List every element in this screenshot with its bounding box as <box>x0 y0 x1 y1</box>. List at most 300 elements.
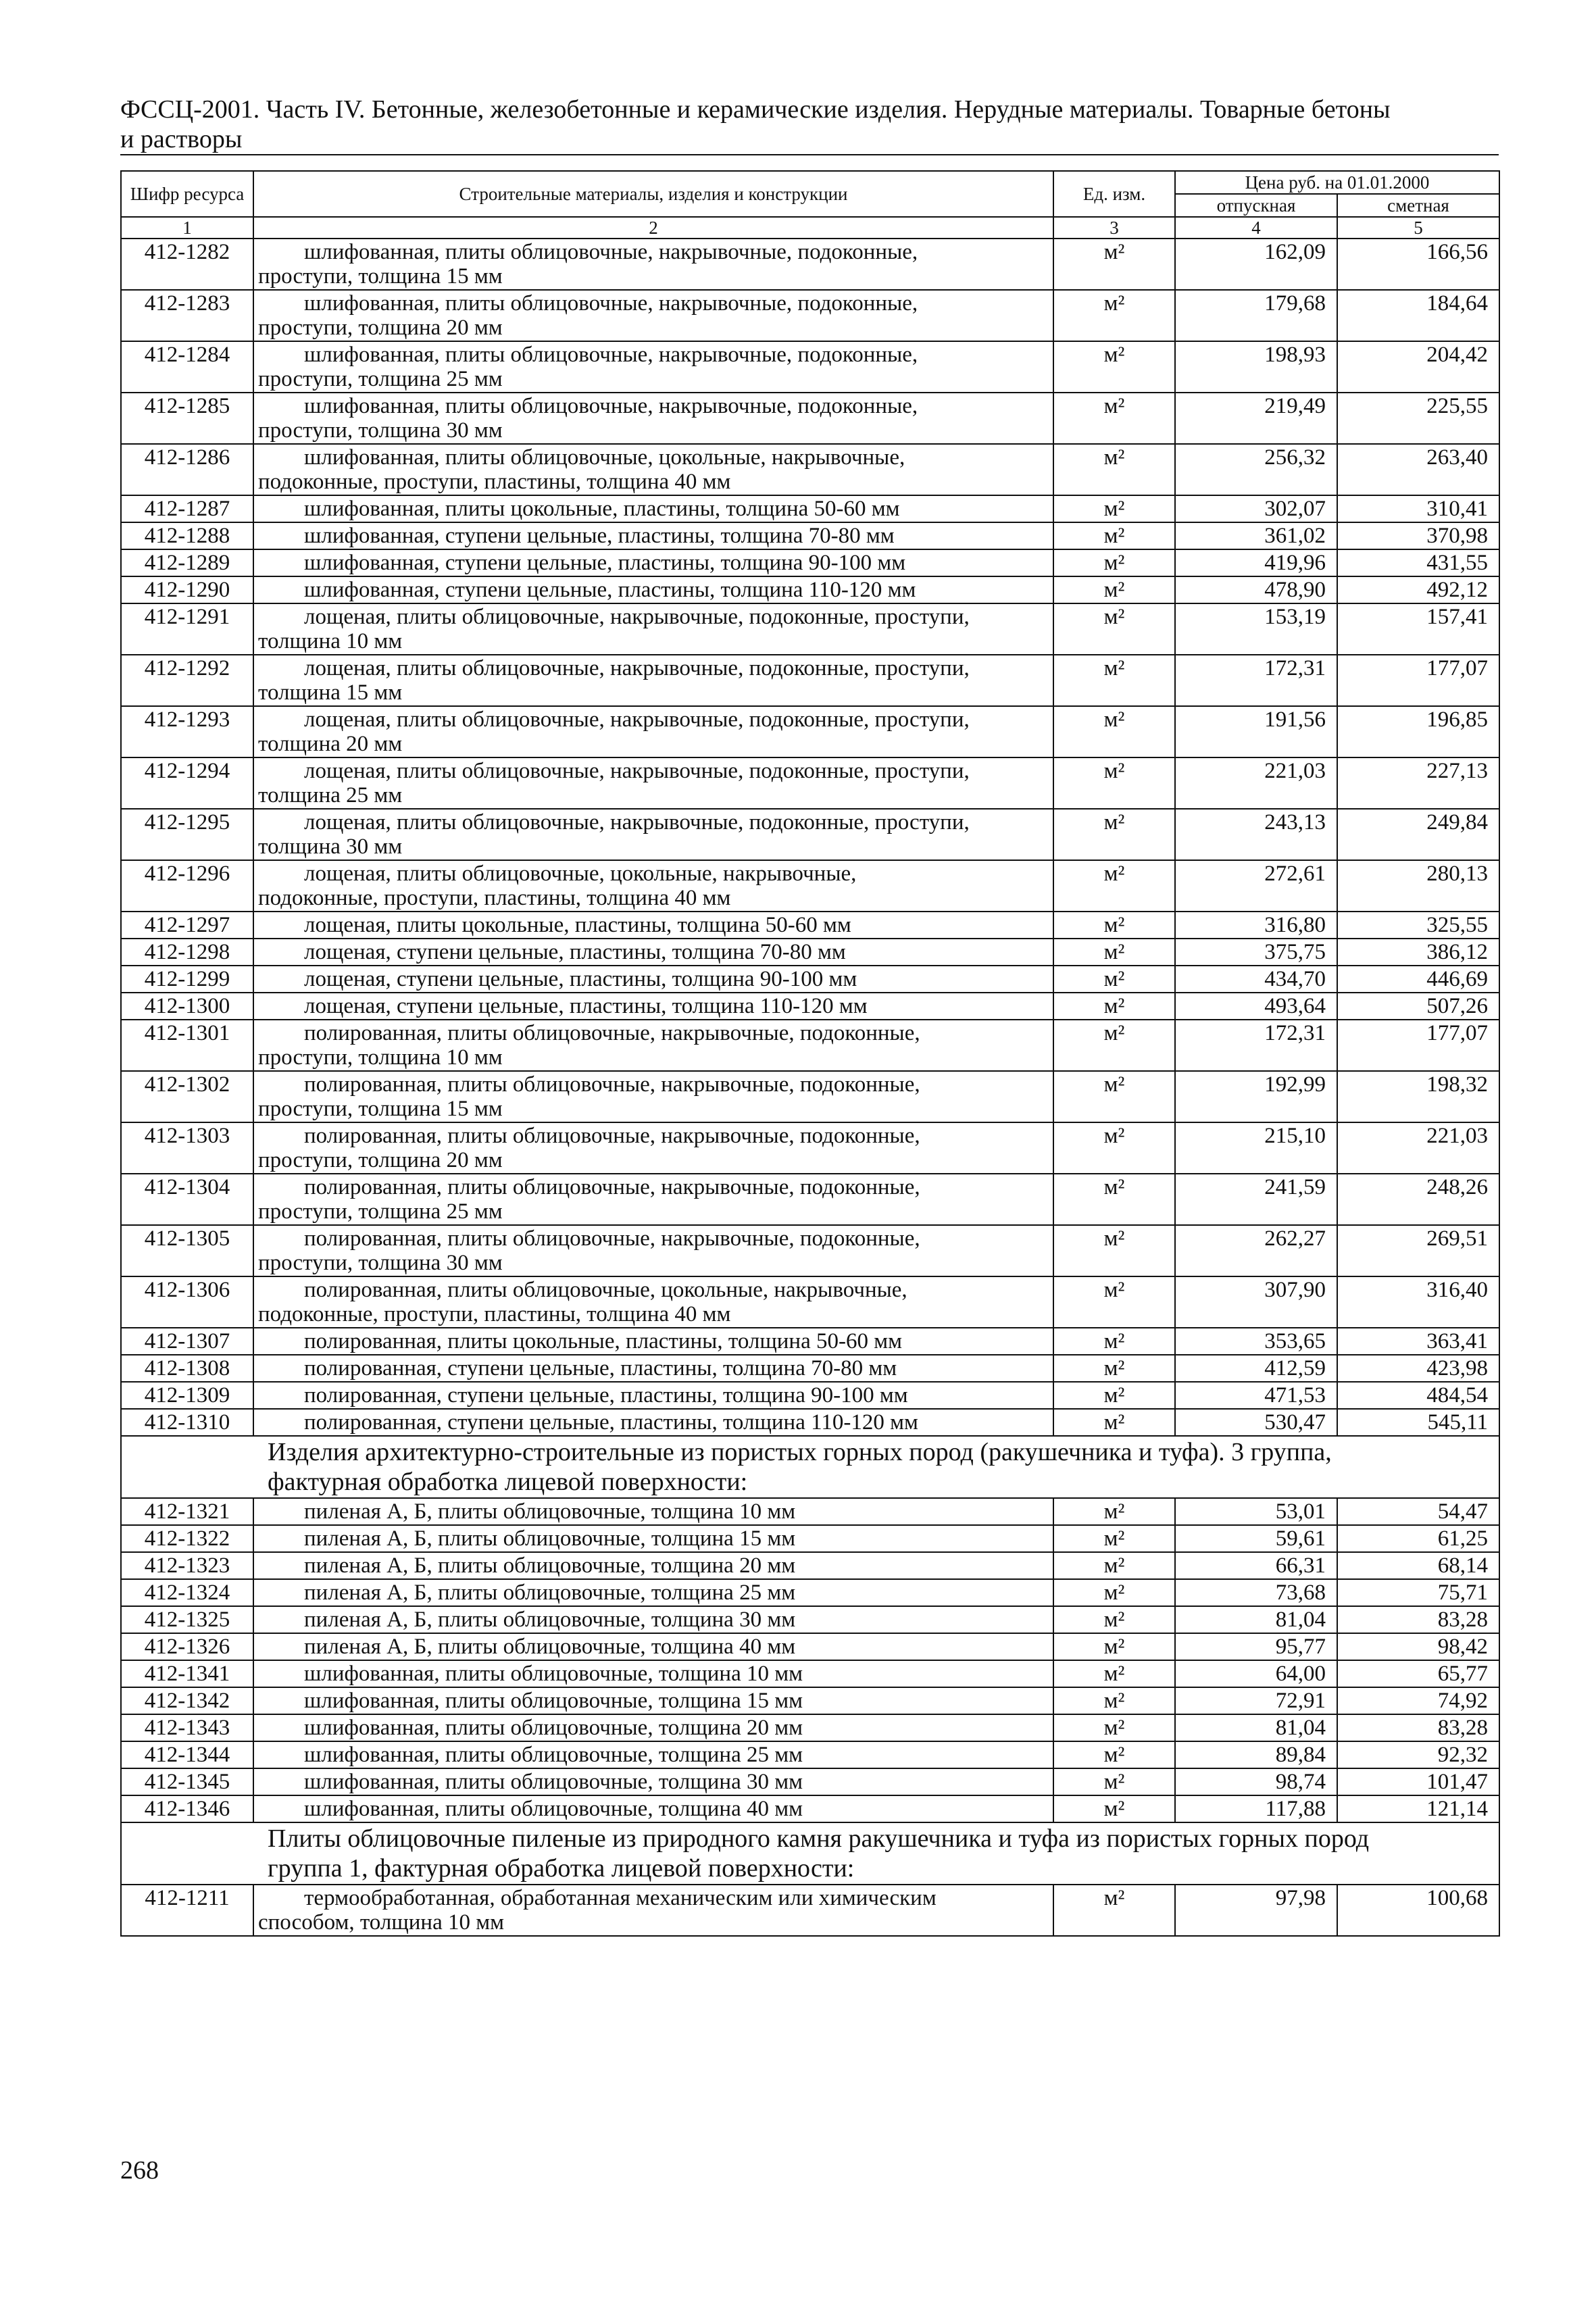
table-row <box>121 966 1499 993</box>
resource-code: 412-1323 <box>121 1552 253 1579</box>
description-line: проступи, толщина 20 мм <box>258 1148 503 1172</box>
description-line: пиленая А, Б, плиты облицовочные, толщина 10 мм <box>304 1499 796 1524</box>
material-description <box>253 522 1053 549</box>
estimate-price: 184,64 <box>1337 290 1499 341</box>
unit-of-measure: м² <box>1053 1525 1175 1552</box>
description-line: полированная, ступени цельные, пластины, толщина 110-120 мм <box>304 1410 918 1435</box>
table-row <box>121 757 1499 809</box>
description-line: толщина 10 мм <box>258 629 403 653</box>
unit-of-measure: м² <box>1053 1795 1175 1822</box>
description-line: шлифованная, плиты облицовочные, цокольные, накрывочные, <box>304 445 905 470</box>
description-line: термообработанная, обработанная механическим или химическим <box>304 1886 937 1910</box>
table-header-row <box>121 171 1499 194</box>
resource-code: 412-1290 <box>121 576 253 603</box>
estimate-price: 177,07 <box>1337 1020 1499 1071</box>
estimate-price: 310,41 <box>1337 495 1499 522</box>
material-description <box>253 1552 1053 1579</box>
material-description <box>253 495 1053 522</box>
release-price: 316,80 <box>1175 912 1337 939</box>
material-description <box>253 1071 1053 1122</box>
material-description <box>253 393 1053 444</box>
material-description <box>253 1714 1053 1741</box>
estimate-price: 65,77 <box>1337 1660 1499 1687</box>
estimate-price: 484,54 <box>1337 1382 1499 1409</box>
table-row <box>121 1355 1499 1382</box>
resource-code: 412-1324 <box>121 1579 253 1606</box>
unit-of-measure: м² <box>1053 1606 1175 1633</box>
column-number: 1 <box>121 217 253 239</box>
estimate-price: 386,12 <box>1337 939 1499 966</box>
table-row <box>121 549 1499 576</box>
description-line: полированная, плиты облицовочные, накрывочные, подоконные, <box>304 1175 920 1199</box>
description-line: толщина 15 мм <box>258 680 403 705</box>
table-row <box>121 655 1499 706</box>
table-row <box>121 1409 1499 1436</box>
resource-code: 412-1300 <box>121 993 253 1020</box>
description-line: проступи, толщина 25 мм <box>258 1199 503 1224</box>
material-description <box>253 757 1053 809</box>
description-line: шлифованная, плиты облицовочные, накрывочные, подоконные, <box>304 291 918 316</box>
description-line: шлифованная, ступени цельные, пластины, толщина 90-100 мм <box>304 551 906 575</box>
header-line-2: и растворы <box>120 125 243 153</box>
material-description <box>253 1409 1053 1436</box>
description-line: шлифованная, плиты облицовочные, толщина 15 мм <box>304 1689 803 1713</box>
section-heading-row <box>121 1822 1499 1885</box>
resource-code: 412-1341 <box>121 1660 253 1687</box>
description-line: шлифованная, плиты облицовочные, накрывочные, подоконные, <box>304 394 918 418</box>
unit-of-measure: м² <box>1053 239 1175 290</box>
description-line: лощеная, плиты облицовочные, накрывочные, подоконные, проступи, <box>304 656 970 680</box>
table-row <box>121 603 1499 655</box>
resource-code: 412-1297 <box>121 912 253 939</box>
estimate-price: 100,68 <box>1337 1885 1499 1936</box>
description-line: лощеная, плиты облицовочные, накрывочные, подоконные, проступи, <box>304 605 970 629</box>
estimate-price: 370,98 <box>1337 522 1499 549</box>
unit-of-measure: м² <box>1053 655 1175 706</box>
release-price: 153,19 <box>1175 603 1337 655</box>
release-price: 307,90 <box>1175 1276 1337 1328</box>
release-price: 219,49 <box>1175 393 1337 444</box>
description-line: способом, толщина 10 мм <box>258 1910 504 1935</box>
material-description <box>253 1328 1053 1355</box>
table-section-1 <box>121 1436 1499 1498</box>
estimate-price: 545,11 <box>1337 1409 1499 1436</box>
resource-code: 412-1288 <box>121 522 253 549</box>
estimate-price: 221,03 <box>1337 1122 1499 1174</box>
unit-of-measure: м² <box>1053 809 1175 860</box>
estimate-price: 280,13 <box>1337 860 1499 912</box>
estimate-price: 68,14 <box>1337 1552 1499 1579</box>
unit-of-measure: м² <box>1053 1122 1175 1174</box>
release-price: 241,59 <box>1175 1174 1337 1225</box>
description-line: шлифованная, плиты облицовочные, накрывочные, подоконные, <box>304 343 918 367</box>
description-line: толщина 25 мм <box>258 783 403 807</box>
release-price: 191,56 <box>1175 706 1337 757</box>
table-row <box>121 1122 1499 1174</box>
release-price: 81,04 <box>1175 1714 1337 1741</box>
table-row <box>121 1174 1499 1225</box>
material-description <box>253 912 1053 939</box>
release-price: 72,91 <box>1175 1687 1337 1714</box>
resource-code: 412-1295 <box>121 809 253 860</box>
header-rule <box>120 154 1499 155</box>
release-price: 89,84 <box>1175 1741 1337 1768</box>
material-description <box>253 1122 1053 1174</box>
resource-code: 412-1306 <box>121 1276 253 1328</box>
resource-code: 412-1285 <box>121 393 253 444</box>
resource-code: 412-1342 <box>121 1687 253 1714</box>
material-description <box>253 993 1053 1020</box>
section-heading-line: Плиты облицовочные пиленые из природного камня ракушечника и туфа из пористых горных пород <box>268 1824 1370 1853</box>
resource-code: 412-1346 <box>121 1795 253 1822</box>
description-line: лощеная, ступени цельные, пластины, толщина 110-120 мм <box>304 994 868 1018</box>
table-row <box>121 1885 1499 1936</box>
estimate-price: 166,56 <box>1337 239 1499 290</box>
description-line: шлифованная, ступени цельные, пластины, толщина 110-120 мм <box>304 578 916 602</box>
unit-of-measure: м² <box>1053 860 1175 912</box>
release-price: 59,61 <box>1175 1525 1337 1552</box>
release-price: 64,00 <box>1175 1660 1337 1687</box>
estimate-price: 316,40 <box>1337 1276 1499 1328</box>
column-number: 2 <box>253 217 1053 239</box>
unit-of-measure: м² <box>1053 1020 1175 1071</box>
release-price: 97,98 <box>1175 1885 1337 1936</box>
estimate-price: 121,14 <box>1337 1795 1499 1822</box>
release-price: 221,03 <box>1175 757 1337 809</box>
unit-of-measure: м² <box>1053 1552 1175 1579</box>
unit-of-measure: м² <box>1053 1741 1175 1768</box>
table-row <box>121 1552 1499 1579</box>
release-price: 471,53 <box>1175 1382 1337 1409</box>
resource-code: 412-1322 <box>121 1525 253 1552</box>
description-line: полированная, ступени цельные, пластины, толщина 70-80 мм <box>304 1356 897 1380</box>
material-description <box>253 1885 1053 1936</box>
description-line: полированная, плиты облицовочные, накрывочные, подоконные, <box>304 1226 920 1251</box>
column-number: 3 <box>1053 217 1175 239</box>
estimate-price: 98,42 <box>1337 1633 1499 1660</box>
estimate-price: 177,07 <box>1337 655 1499 706</box>
unit-of-measure: м² <box>1053 522 1175 549</box>
table-row <box>121 993 1499 1020</box>
release-price: 243,13 <box>1175 809 1337 860</box>
estimate-price: 492,12 <box>1337 576 1499 603</box>
material-description <box>253 549 1053 576</box>
material-description <box>253 860 1053 912</box>
description-line: лощеная, плиты облицовочные, накрывочные, подоконные, проступи, <box>304 810 970 835</box>
resource-code: 412-1302 <box>121 1071 253 1122</box>
release-price: 302,07 <box>1175 495 1337 522</box>
release-price: 192,99 <box>1175 1071 1337 1122</box>
unit-of-measure: м² <box>1053 576 1175 603</box>
material-description <box>253 1225 1053 1276</box>
release-price: 412,59 <box>1175 1355 1337 1382</box>
resource-code: 412-1298 <box>121 939 253 966</box>
table-row <box>121 1579 1499 1606</box>
table-row <box>121 912 1499 939</box>
material-description <box>253 603 1053 655</box>
description-line: шлифованная, ступени цельные, пластины, толщина 70-80 мм <box>304 524 895 548</box>
unit-of-measure: м² <box>1053 1409 1175 1436</box>
estimate-price: 446,69 <box>1337 966 1499 993</box>
release-price: 117,88 <box>1175 1795 1337 1822</box>
resource-code: 412-1309 <box>121 1382 253 1409</box>
estimate-price: 248,26 <box>1337 1174 1499 1225</box>
unit-of-measure: м² <box>1053 706 1175 757</box>
material-description <box>253 576 1053 603</box>
description-line: лощеная, плиты облицовочные, накрывочные, подоконные, проступи, <box>304 759 970 783</box>
unit-of-measure: м² <box>1053 1276 1175 1328</box>
description-line: пиленая А, Б, плиты облицовочные, толщина 20 мм <box>304 1553 796 1578</box>
description-line: шлифованная, плиты облицовочные, толщина 25 мм <box>304 1743 803 1767</box>
description-line: подоконные, проступи, пластины, толщина 40 мм <box>258 886 731 910</box>
description-line: пиленая А, Б, плиты облицовочные, толщина 25 мм <box>304 1580 796 1605</box>
unit-of-measure: м² <box>1053 912 1175 939</box>
release-price: 172,31 <box>1175 1020 1337 1071</box>
material-description <box>253 444 1053 495</box>
unit-of-measure: м² <box>1053 1498 1175 1525</box>
resource-code: 412-1305 <box>121 1225 253 1276</box>
release-price: 81,04 <box>1175 1606 1337 1633</box>
table-row <box>121 290 1499 341</box>
table-row <box>121 1382 1499 1409</box>
unit-of-measure: м² <box>1053 1768 1175 1795</box>
release-price: 353,65 <box>1175 1328 1337 1355</box>
unit-of-measure: м² <box>1053 1660 1175 1687</box>
resource-code: 412-1282 <box>121 239 253 290</box>
column-number-row <box>121 217 1499 239</box>
unit-of-measure: м² <box>1053 549 1175 576</box>
header-unit: Ед. изм. <box>1053 171 1175 217</box>
header-name: Строительные материалы, изделия и конструкции <box>253 171 1053 217</box>
column-number: 5 <box>1337 217 1499 239</box>
table-body-group-c <box>121 1885 1499 1936</box>
description-line: лощеная, ступени цельные, пластины, толщина 70-80 мм <box>304 940 846 964</box>
material-description <box>253 1687 1053 1714</box>
table-row <box>121 1525 1499 1552</box>
estimate-price: 83,28 <box>1337 1606 1499 1633</box>
unit-of-measure: м² <box>1053 603 1175 655</box>
material-description <box>253 809 1053 860</box>
resource-code: 412-1321 <box>121 1498 253 1525</box>
table-row <box>121 1020 1499 1071</box>
unit-of-measure: м² <box>1053 444 1175 495</box>
description-line: пиленая А, Б, плиты облицовочные, толщина 40 мм <box>304 1635 796 1659</box>
table-row <box>121 576 1499 603</box>
column-number: 4 <box>1175 217 1337 239</box>
material-description <box>253 1579 1053 1606</box>
header-price-group: Цена руб. на 01.01.2000 <box>1175 171 1499 194</box>
section-heading-line: группа 1, фактурная обработка лицевой поверхности: <box>268 1854 855 1883</box>
description-line: полированная, плиты облицовочные, цокольные, накрывочные, <box>304 1278 907 1302</box>
description-line: лощеная, плиты облицовочные, накрывочные, подоконные, проступи, <box>304 707 970 732</box>
release-price: 262,27 <box>1175 1225 1337 1276</box>
material-description <box>253 706 1053 757</box>
resource-code: 412-1310 <box>121 1409 253 1436</box>
description-line: полированная, плиты цокольные, пластины, толщина 50-60 мм <box>304 1329 902 1353</box>
estimate-price: 74,92 <box>1337 1687 1499 1714</box>
estimate-price: 227,13 <box>1337 757 1499 809</box>
header-estimate-price: сметная <box>1337 194 1499 217</box>
estimate-price: 101,47 <box>1337 1768 1499 1795</box>
material-description <box>253 1498 1053 1525</box>
unit-of-measure: м² <box>1053 1328 1175 1355</box>
table-row <box>121 341 1499 393</box>
resource-code: 412-1284 <box>121 341 253 393</box>
release-price: 530,47 <box>1175 1409 1337 1436</box>
estimate-price: 363,41 <box>1337 1328 1499 1355</box>
resource-code: 412-1299 <box>121 966 253 993</box>
material-description <box>253 655 1053 706</box>
description-line: проступи, толщина 20 мм <box>258 316 503 340</box>
description-line: полированная, ступени цельные, пластины, толщина 90-100 мм <box>304 1383 908 1408</box>
resource-code: 412-1304 <box>121 1174 253 1225</box>
table-row <box>121 1714 1499 1741</box>
estimate-price: 92,32 <box>1337 1741 1499 1768</box>
resource-code: 412-1307 <box>121 1328 253 1355</box>
material-description <box>253 1795 1053 1822</box>
description-line: лощеная, плиты облицовочные, цокольные, накрывочные, <box>304 862 857 886</box>
table-row <box>121 1795 1499 1822</box>
unit-of-measure: м² <box>1053 393 1175 444</box>
material-description <box>253 290 1053 341</box>
table-body-group-b <box>121 1498 1499 1822</box>
release-price: 419,96 <box>1175 549 1337 576</box>
description-line: толщина 30 мм <box>258 835 403 859</box>
header-line-1: ФССЦ-2001. Часть IV. Бетонные, железобетонные и керамические изделия. Нерудные материалы. Товарные бетоны <box>120 95 1391 124</box>
release-price: 478,90 <box>1175 576 1337 603</box>
table-row <box>121 522 1499 549</box>
material-description <box>253 1660 1053 1687</box>
material-description <box>253 1382 1053 1409</box>
resource-code: 412-1296 <box>121 860 253 912</box>
material-description <box>253 1633 1053 1660</box>
description-line: проступи, толщина 30 мм <box>258 418 503 443</box>
material-description <box>253 1768 1053 1795</box>
table-section-2 <box>121 1822 1499 1885</box>
description-line: пиленая А, Б, плиты облицовочные, толщина 15 мм <box>304 1526 796 1551</box>
section-heading <box>121 1436 1499 1498</box>
table-row <box>121 1660 1499 1687</box>
resource-code: 412-1287 <box>121 495 253 522</box>
description-line: полированная, плиты облицовочные, накрывочные, подоконные, <box>304 1124 920 1148</box>
section-heading-line: фактурная обработка лицевой поверхности: <box>268 1468 748 1496</box>
header-code: Шифр ресурса <box>121 171 253 217</box>
unit-of-measure: м² <box>1053 1687 1175 1714</box>
unit-of-measure: м² <box>1053 1225 1175 1276</box>
description-line: подоконные, проступи, пластины, толщина 40 мм <box>258 470 731 494</box>
unit-of-measure: м² <box>1053 939 1175 966</box>
estimate-price: 157,41 <box>1337 603 1499 655</box>
estimate-price: 75,71 <box>1337 1579 1499 1606</box>
estimate-price: 423,98 <box>1337 1355 1499 1382</box>
unit-of-measure: м² <box>1053 993 1175 1020</box>
resource-code: 412-1345 <box>121 1768 253 1795</box>
table-row <box>121 1606 1499 1633</box>
unit-of-measure: м² <box>1053 1633 1175 1660</box>
table-body-group-a <box>121 239 1499 1436</box>
release-price: 179,68 <box>1175 290 1337 341</box>
release-price: 361,02 <box>1175 522 1337 549</box>
description-line: проступи, толщина 15 мм <box>258 1097 503 1121</box>
unit-of-measure: м² <box>1053 1071 1175 1122</box>
estimate-price: 325,55 <box>1337 912 1499 939</box>
estimate-price: 225,55 <box>1337 393 1499 444</box>
release-price: 493,64 <box>1175 993 1337 1020</box>
unit-of-measure: м² <box>1053 966 1175 993</box>
description-line: толщина 20 мм <box>258 732 403 756</box>
description-line: лощеная, плиты цокольные, пластины, толщина 50-60 мм <box>304 913 851 937</box>
table-row <box>121 1328 1499 1355</box>
description-line: полированная, плиты облицовочные, накрывочные, подоконные, <box>304 1021 920 1045</box>
estimate-price: 431,55 <box>1337 549 1499 576</box>
release-price: 375,75 <box>1175 939 1337 966</box>
resource-code: 412-1283 <box>121 290 253 341</box>
description-line: проступи, толщина 15 мм <box>258 264 503 289</box>
material-description <box>253 1020 1053 1071</box>
table-row <box>121 1633 1499 1660</box>
estimate-price: 196,85 <box>1337 706 1499 757</box>
release-price: 198,93 <box>1175 341 1337 393</box>
release-price: 172,31 <box>1175 655 1337 706</box>
table-row <box>121 1276 1499 1328</box>
description-line: полированная, плиты облицовочные, накрывочные, подоконные, <box>304 1072 920 1097</box>
table-row <box>121 239 1499 290</box>
table-row <box>121 1225 1499 1276</box>
unit-of-measure: м² <box>1053 1579 1175 1606</box>
table-row <box>121 706 1499 757</box>
resource-code: 412-1294 <box>121 757 253 809</box>
estimate-price: 198,32 <box>1337 1071 1499 1122</box>
resource-code: 412-1308 <box>121 1355 253 1382</box>
estimate-price: 269,51 <box>1337 1225 1499 1276</box>
material-description <box>253 1606 1053 1633</box>
unit-of-measure: м² <box>1053 495 1175 522</box>
resource-code: 412-1293 <box>121 706 253 757</box>
release-price: 434,70 <box>1175 966 1337 993</box>
release-price: 95,77 <box>1175 1633 1337 1660</box>
unit-of-measure: м² <box>1053 1714 1175 1741</box>
description-line: проступи, толщина 10 мм <box>258 1045 503 1070</box>
description-line: шлифованная, плиты облицовочные, толщина 30 мм <box>304 1770 803 1794</box>
resource-code: 412-1286 <box>121 444 253 495</box>
estimate-price: 204,42 <box>1337 341 1499 393</box>
unit-of-measure: м² <box>1053 341 1175 393</box>
material-description <box>253 966 1053 993</box>
unit-of-measure: м² <box>1053 290 1175 341</box>
resource-code: 412-1343 <box>121 1714 253 1741</box>
estimate-price: 83,28 <box>1337 1714 1499 1741</box>
section-heading <box>121 1822 1499 1885</box>
table-row <box>121 1768 1499 1795</box>
estimate-price: 263,40 <box>1337 444 1499 495</box>
table-row <box>121 860 1499 912</box>
description-line: шлифованная, плиты облицовочные, толщина 40 мм <box>304 1797 803 1821</box>
description-line: шлифованная, плиты цокольные, пластины, толщина 50-60 мм <box>304 497 900 521</box>
unit-of-measure: м² <box>1053 1355 1175 1382</box>
description-line: пиленая А, Б, плиты облицовочные, толщина 30 мм <box>304 1608 796 1632</box>
price-table <box>120 170 1500 1937</box>
description-line: проступи, толщина 30 мм <box>258 1251 503 1275</box>
page-header <box>120 95 1499 155</box>
description-line: проступи, толщина 25 мм <box>258 367 503 391</box>
table-row <box>121 393 1499 444</box>
release-price: 215,10 <box>1175 1122 1337 1174</box>
table-row <box>121 495 1499 522</box>
description-line: лощеная, ступени цельные, пластины, толщина 90-100 мм <box>304 967 857 991</box>
material-description <box>253 1741 1053 1768</box>
table-row <box>121 1071 1499 1122</box>
release-price: 66,31 <box>1175 1552 1337 1579</box>
